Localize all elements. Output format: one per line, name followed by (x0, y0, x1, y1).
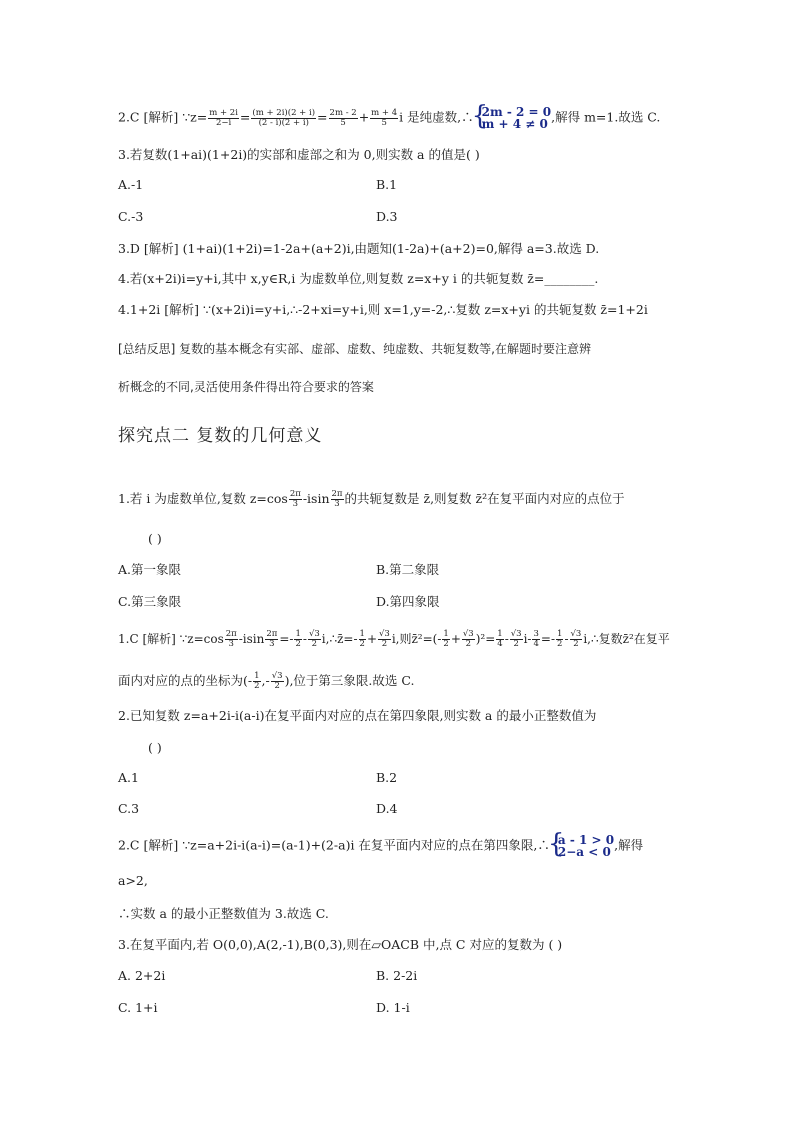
inequality-system: { a - 1 > 0 2−a < 0 (550, 834, 614, 858)
options-row (118, 176, 398, 194)
options-row (118, 769, 398, 787)
equation-system: { 2m - 2 = 0 m + 4 ≠ 0 (474, 106, 552, 130)
options-row (118, 561, 440, 579)
option-a: A.第一象限 (118, 562, 182, 577)
fraction-2: $\frac{(m + 2i)(2 + i)}{(2 - i)(2 + i)}$ (252, 107, 316, 128)
question-3: 3.在复平面内,若 O(0,0),A(2,-1),B(0,3),则在▱OACB 中,点 C 对应的复数为 ( ) (118, 937, 563, 952)
answer-1c-line-2: 面内对应的点的坐标为(- $\frac{1}{2}$ ,- $\frac{√3}{2}$ ),位于第三象限.故选 C. (118, 671, 415, 691)
fraction-1: $\frac{m + 2i}{2-i}$ (209, 107, 238, 128)
answer-paren: ( ) (148, 531, 162, 546)
answer-paren: ( ) (148, 740, 162, 755)
option-d: D.4 (376, 801, 398, 816)
summary-line-1: [总结反思] 复数的基本概念有实部、虚部、虚数、纯虚数、共轭复数等,在解题时要注意辨 (118, 342, 591, 356)
section-heading: 探究点二 复数的几何意义 (118, 426, 323, 446)
fraction-2pi-3: $\frac{2\pi}{3}$ (289, 489, 301, 509)
option-c: C.第三象限 (118, 594, 182, 609)
answer-2c-line: 2.C [解析] ∵z= $\frac{m + 2i}{2-i}$ = $\frac{(m + 2i)(2 + i)}{(2 - i)(2 + i)}$ = $\frac{2m - 2}{5}$ + $\frac{m + 4}{5}$ i 是纯虚数,∴ { 2m - 2 = 0 m + 4 ≠ 0 ,解得 m=1.故选 C. (118, 106, 660, 130)
options-row (118, 800, 398, 818)
question-2: 2.已知复数 z=a+2i-i(a-i)在复平面内对应的点在第四象限,则实数 a 的最小正整数值为 (118, 708, 597, 723)
option-b: B.2 (376, 770, 398, 785)
answer-2c-line: 2.C [解析] ∵z=a+2i-i(a-i)=(a-1)+(2-a)i 在复平面内对应的点在第四象限,∴ { a - 1 > 0 2−a < 0 ,解得 (118, 834, 643, 858)
question-4: 4.若(x+2i)i=y+i,其中 x,y∈R,i 为虚数单位,则复数 z=x+y i 的共轭复数 z̄=________. (118, 271, 599, 286)
option-d: D.3 (376, 209, 398, 224)
option-c: C. 1+i (118, 1000, 158, 1015)
summary-line-2: 析概念的不同,灵活使用条件得出符合要求的答案 (118, 380, 374, 394)
option-c: C.3 (118, 801, 140, 816)
fraction-3: $\frac{2m - 2}{5}$ (329, 107, 357, 128)
answer-3: 3.D [解析] (1+ai)(1+2i)=1-2a+(a+2)i,由题知(1-2a)+(a+2)=0,解得 a=3.故选 D. (118, 241, 600, 256)
option-a: A.1 (118, 770, 139, 785)
option-d: D.第四象限 (376, 594, 440, 609)
fraction-2pi-3: $\frac{2\pi}{3}$ (331, 489, 343, 509)
option-b: B.1 (376, 177, 398, 192)
answer-4: 4.1+2i [解析] ∵(x+2i)i=y+i,∴-2+xi=y+i,则 x=1,y=-2,∴复数 z=x+yi 的共轭复数 z̄=1+2i (118, 302, 648, 317)
fraction-4: $\frac{m + 4}{5}$ (371, 107, 398, 128)
answer-1c-line: 1.C [解析] ∵z=cos $\frac{2\pi}{3}$ -isin $\frac{2\pi}{3}$ =- $\frac{1}{2}$ - $\frac{√3}{2}$ i,∴z̄=- $\frac{1}{2}$ + $\frac{√3}{2}$ i,则z̄²=(- $\frac{1}{2}$ + $\frac{√3}{2}$ )²= $\frac{1}{4}$ - $\frac{√3}{2}$ i- $\frac{3}{4}$ =- $\frac{1}{2}$ - $\frac{√3}{2}$ i,∴复数z̄²在复平 (118, 629, 670, 649)
option-a: A.-1 (118, 177, 144, 192)
option-b: B.第二象限 (376, 562, 440, 577)
option-c: C.-3 (118, 209, 144, 224)
question-3: 3.若复数(1+ai)(1+2i)的实部和虚部之和为 0,则实数 a 的值是( ) (118, 147, 480, 162)
options-row (118, 999, 410, 1017)
options-row (118, 967, 418, 985)
answer-prefix: 2.C [解析] ∵z= (118, 109, 208, 125)
answer-2c-line-3: ∴实数 a 的最小正整数值为 3.故选 C. (118, 906, 329, 921)
option-d: D. 1-i (376, 1000, 410, 1015)
options-row (118, 593, 440, 611)
option-a: A. 2+2i (118, 968, 166, 983)
options-row (118, 208, 398, 226)
answer-2c-line-2: a>2, (118, 873, 148, 888)
option-b: B. 2-2i (376, 968, 418, 983)
question-1: 1.若 i 为虚数单位,复数 z=cos $\frac{2\pi}{3}$ -isin $\frac{2\pi}{3}$ 的共轭复数是 z̄,则复数 z̄²在复平面内对应的点位于 (118, 489, 625, 509)
